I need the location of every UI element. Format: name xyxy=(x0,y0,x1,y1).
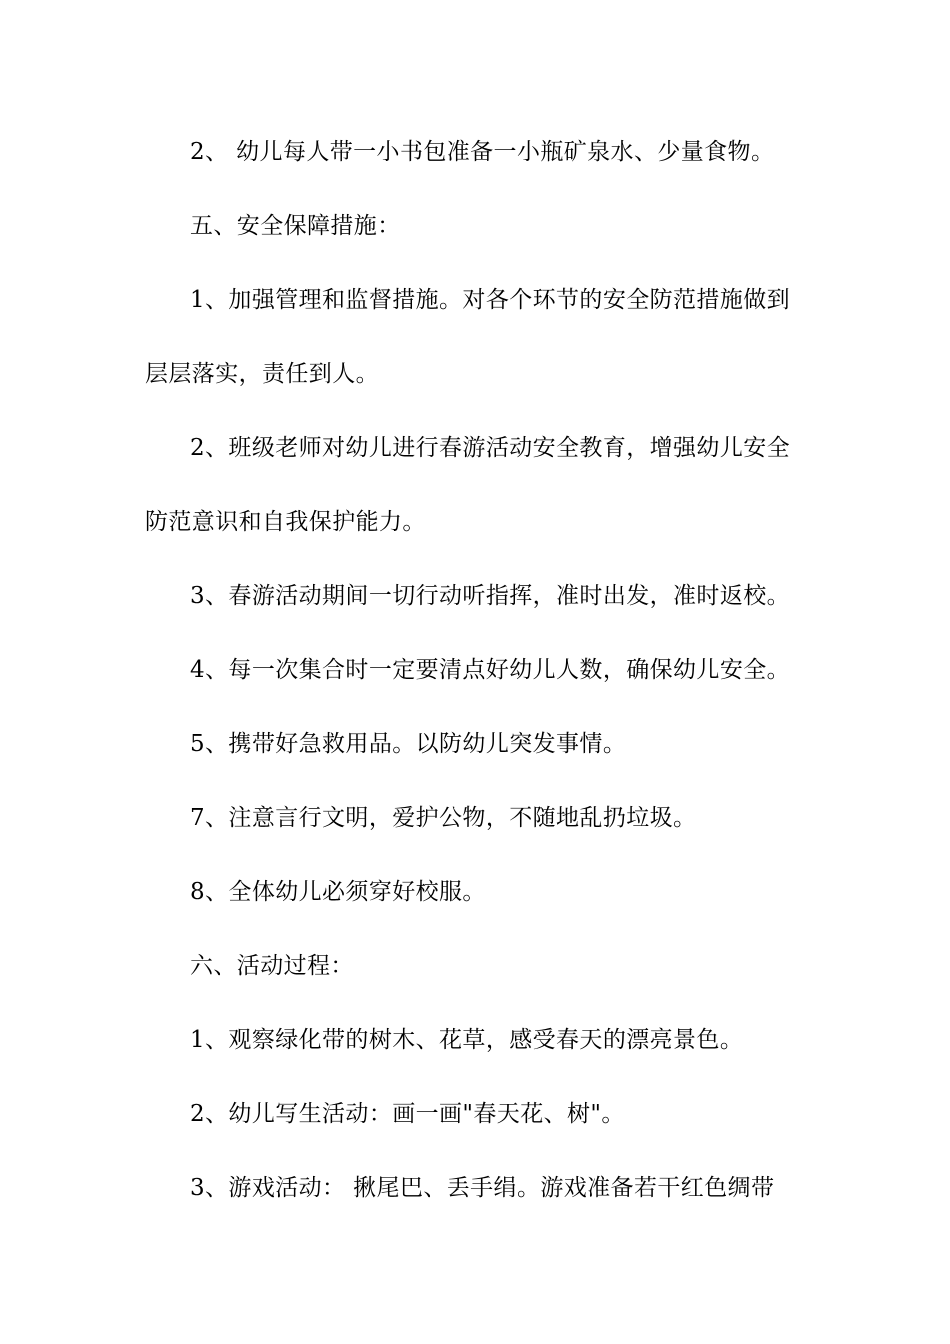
item-sketching-activity: 2、幼儿写生活动：画一画"春天花、树"。 xyxy=(190,1101,625,1127)
section-heading-activity-process: 六、活动过程： xyxy=(190,953,354,979)
item-school-uniform: 8、全体幼儿必须穿好校服。 xyxy=(190,879,486,905)
item-civil-behavior: 7、注意言行文明，爱护公物，不随地乱扔垃圾。 xyxy=(190,805,697,831)
section-heading-safety-measures: 五、安全保障措施： xyxy=(190,213,401,239)
item-strengthen-management-cont: 层层落实，责任到人。 xyxy=(145,361,379,387)
item-game-activity: 3、游戏活动： 揪尾巴、丢手绢。游戏准备若干红色绸带 xyxy=(190,1175,775,1201)
item-safety-education-cont: 防范意识和自我保护能力。 xyxy=(145,509,426,535)
item-follow-commands: 3、春游活动期间一切行动听指挥，准时出发，准时返校。 xyxy=(190,583,791,609)
item-strengthen-management: 1、加强管理和监督措施。对各个环节的安全防范措施做到 xyxy=(190,287,791,313)
item-prepare-backpack: 2、 幼儿每人带一小书包准备一小瓶矿泉水、少量食物。 xyxy=(190,139,775,165)
item-safety-education: 2、班级老师对幼儿进行春游活动安全教育，增强幼儿安全 xyxy=(190,435,791,461)
item-first-aid: 5、携带好急救用品。以防幼儿突发事情。 xyxy=(190,731,627,757)
item-observe-greenery: 1、观察绿化带的树木、花草，感受春天的漂亮景色。 xyxy=(190,1027,744,1053)
item-headcount: 4、每一次集合时一定要清点好幼儿人数，确保幼儿安全。 xyxy=(190,657,791,683)
